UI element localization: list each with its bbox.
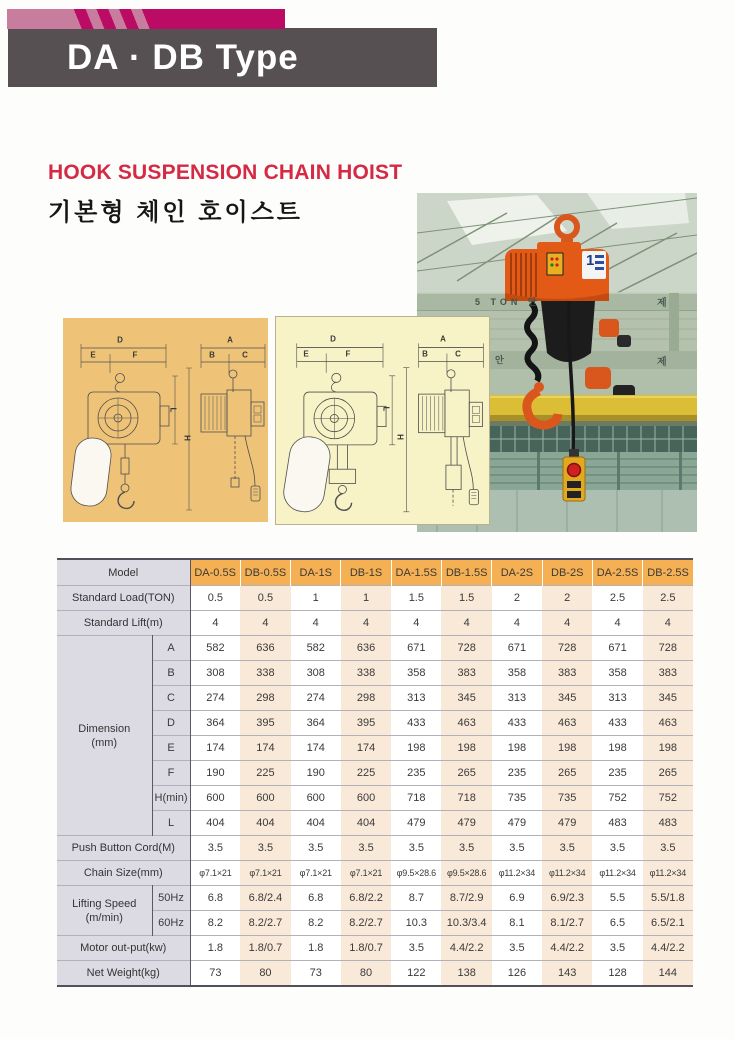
value-cell: 752 [643, 786, 693, 811]
value-cell: 198 [542, 736, 592, 761]
value-cell: 671 [592, 636, 642, 661]
value-cell: 10.3 [391, 911, 441, 936]
value-cell: 4 [542, 611, 592, 636]
value-cell: 358 [492, 661, 542, 686]
model-cell: DA-2S [492, 559, 542, 586]
value-cell: 274 [291, 686, 341, 711]
value-cell: 364 [291, 711, 341, 736]
value-cell: 5.5 [592, 886, 642, 911]
stripe-hatch [71, 9, 153, 29]
value-cell: φ7.1×21 [341, 861, 391, 886]
value-cell: 600 [190, 786, 240, 811]
value-cell: 308 [291, 661, 341, 686]
value-cell: 144 [643, 961, 693, 987]
value-cell: 2 [492, 586, 542, 611]
value-cell: 274 [190, 686, 240, 711]
row-label [57, 886, 152, 936]
sub-row-label: C [152, 686, 190, 711]
row-label: Net Weight(kg) [57, 961, 190, 987]
spec-row [57, 611, 693, 636]
value-cell: 126 [492, 961, 542, 987]
value-cell: 383 [441, 661, 491, 686]
model-header-cell: Model [57, 559, 190, 586]
value-cell: 2.5 [643, 586, 693, 611]
value-cell: 479 [542, 811, 592, 836]
value-cell: 8.1/2.7 [542, 911, 592, 936]
sub-row-label: H(min) [152, 786, 190, 811]
drawing-panel-db [275, 316, 490, 525]
drawing-panel-da [63, 318, 268, 522]
value-cell: 3.5 [391, 836, 441, 861]
value-cell: 3.5 [542, 836, 592, 861]
value-cell: φ7.1×21 [291, 861, 341, 886]
sub-row-label: E [152, 736, 190, 761]
row-label: Standard Lift(m) [57, 611, 190, 636]
spec-row [57, 711, 693, 736]
value-cell: 479 [441, 811, 491, 836]
value-cell: 198 [643, 736, 693, 761]
value-cell: 483 [592, 811, 642, 836]
row-label: Chain Size(mm) [57, 861, 190, 886]
spec-row [57, 636, 693, 661]
spec-row [57, 911, 693, 936]
value-cell: 3.5 [492, 936, 542, 961]
value-cell: φ9.5×28.6 [441, 861, 491, 886]
value-cell: 298 [240, 686, 290, 711]
value-cell: 265 [643, 761, 693, 786]
value-cell: 4.4/2.2 [643, 936, 693, 961]
model-cell: DB-1.5S [441, 559, 491, 586]
value-cell: 383 [643, 661, 693, 686]
value-cell: 235 [391, 761, 441, 786]
value-cell: φ11.2×34 [492, 861, 542, 886]
spec-row [57, 936, 693, 961]
value-cell: 735 [542, 786, 592, 811]
model-cell: DA-1S [291, 559, 341, 586]
da-hoist-line-drawing [63, 318, 268, 522]
value-cell: 174 [190, 736, 240, 761]
value-cell: 122 [391, 961, 441, 987]
value-cell: 235 [492, 761, 542, 786]
value-cell: 3.5 [492, 836, 542, 861]
value-cell: 198 [441, 736, 491, 761]
value-cell: 4.4/2.2 [542, 936, 592, 961]
value-cell: 6.8 [190, 886, 240, 911]
value-cell: 395 [240, 711, 290, 736]
row-label: Standard Load(TON) [57, 586, 190, 611]
model-cell: DA-1.5S [391, 559, 441, 586]
value-cell: 671 [492, 636, 542, 661]
dim-label-h: H [395, 434, 405, 440]
value-cell: 190 [291, 761, 341, 786]
sub-row-label: L [152, 811, 190, 836]
row-label: Motor out-put(kw) [57, 936, 190, 961]
value-cell: 174 [240, 736, 290, 761]
value-cell: 198 [492, 736, 542, 761]
value-cell: 190 [190, 761, 240, 786]
value-cell: 8.7/2.9 [441, 886, 491, 911]
value-cell: 4 [341, 611, 391, 636]
value-cell: 4 [643, 611, 693, 636]
dim-label-c: C [455, 349, 461, 359]
value-cell: 4 [240, 611, 290, 636]
value-cell: 4 [391, 611, 441, 636]
value-cell: 174 [291, 736, 341, 761]
row-label-unit: (mm) [91, 736, 118, 749]
value-cell: 404 [291, 811, 341, 836]
header-stripe-bar [7, 9, 285, 29]
value-cell: 433 [492, 711, 542, 736]
value-cell: 2 [542, 586, 592, 611]
value-cell: 404 [190, 811, 240, 836]
sub-row-label: 50Hz [152, 886, 190, 911]
value-cell: 345 [441, 686, 491, 711]
dim-label-c: C [242, 350, 248, 360]
spec-row [57, 961, 693, 987]
photo-beam2-text: 안 [495, 355, 504, 365]
model-cell: DB-2S [542, 559, 592, 586]
value-cell: 4 [441, 611, 491, 636]
dim-label-d: D [117, 335, 123, 345]
value-cell: 73 [291, 961, 341, 987]
dim-label-e: E [90, 350, 96, 360]
value-cell: 5.5/1.8 [643, 886, 693, 911]
value-cell: 1.8/0.7 [240, 936, 290, 961]
sub-row-label: A [152, 636, 190, 661]
value-cell: 1.5 [391, 586, 441, 611]
value-cell: 265 [542, 761, 592, 786]
value-cell: 3.5 [291, 836, 341, 861]
spec-row [57, 761, 693, 786]
model-cell: DA-2.5S [592, 559, 642, 586]
spec-header-row [57, 559, 693, 586]
value-cell: 338 [240, 661, 290, 686]
value-cell: 265 [441, 761, 491, 786]
row-label-text: Dimension [78, 722, 131, 735]
value-cell: 728 [542, 636, 592, 661]
value-cell: φ11.2×34 [643, 861, 693, 886]
model-cell: DB-2.5S [643, 559, 693, 586]
page-title-bar [8, 28, 437, 87]
page-title: DA · DB Type [67, 37, 299, 77]
photo-wall-text: 제 [657, 298, 667, 309]
value-cell: 6.9/2.3 [542, 886, 592, 911]
value-cell: 728 [441, 636, 491, 661]
value-cell: 1.5 [441, 586, 491, 611]
value-cell: 358 [391, 661, 441, 686]
value-cell: 8.1 [492, 911, 542, 936]
value-cell: 6.5/2.1 [643, 911, 693, 936]
value-cell: 308 [190, 661, 240, 686]
value-cell: 600 [240, 786, 290, 811]
row-label [57, 636, 152, 836]
value-cell: 313 [592, 686, 642, 711]
dim-label-a: A [227, 335, 233, 345]
sub-row-label: F [152, 761, 190, 786]
value-cell: 143 [542, 961, 592, 987]
value-cell: 80 [341, 961, 391, 987]
dim-label-a: A [440, 334, 446, 344]
value-cell: 433 [592, 711, 642, 736]
value-cell: φ11.2×34 [542, 861, 592, 886]
value-cell: 8.7 [391, 886, 441, 911]
section-title-ko: 기본형 체인 호이스트 [48, 199, 303, 226]
value-cell: 636 [341, 636, 391, 661]
value-cell: 3.5 [391, 936, 441, 961]
value-cell: 8.2 [190, 911, 240, 936]
value-cell: 128 [592, 961, 642, 987]
db-hoist-line-drawing [276, 317, 489, 524]
value-cell: 225 [341, 761, 391, 786]
value-cell: 10.3/3.4 [441, 911, 491, 936]
dim-label-b: B [209, 350, 215, 360]
value-cell: 8.2/2.7 [240, 911, 290, 936]
section-title-en: HOOK SUSPENSION CHAIN HOIST [48, 161, 403, 184]
value-cell: 752 [592, 786, 642, 811]
value-cell: 404 [240, 811, 290, 836]
photo-wall2-text: 제 [657, 357, 667, 368]
value-cell: 718 [391, 786, 441, 811]
spec-row [57, 786, 693, 811]
value-cell: 1.8/0.7 [341, 936, 391, 961]
value-cell: 4 [291, 611, 341, 636]
value-cell: 225 [240, 761, 290, 786]
spec-row [57, 886, 693, 911]
stripe-solid [153, 9, 285, 29]
value-cell: 404 [341, 811, 391, 836]
value-cell: 6.8/2.2 [341, 886, 391, 911]
value-cell: 3.5 [643, 836, 693, 861]
value-cell: 3.5 [240, 836, 290, 861]
value-cell: φ11.2×34 [592, 861, 642, 886]
value-cell: 463 [542, 711, 592, 736]
value-cell: 198 [592, 736, 642, 761]
value-cell: 735 [492, 786, 542, 811]
value-cell: 479 [492, 811, 542, 836]
value-cell: 6.8/2.4 [240, 886, 290, 911]
spec-row [57, 661, 693, 686]
value-cell: 1.8 [190, 936, 240, 961]
dim-label-f: F [132, 350, 138, 360]
row-label: Push Button Cord(M) [57, 836, 190, 861]
model-cell: DB-1S [341, 559, 391, 586]
value-cell: φ7.1×21 [190, 861, 240, 886]
dim-label-f: F [345, 349, 351, 359]
value-cell: 600 [291, 786, 341, 811]
value-cell: 345 [643, 686, 693, 711]
value-cell: 73 [190, 961, 240, 987]
dim-label-d: D [330, 334, 336, 344]
dim-label-l: L [168, 407, 178, 413]
value-cell: 463 [441, 711, 491, 736]
value-cell: 298 [341, 686, 391, 711]
stripe-light [7, 9, 71, 29]
value-cell: 3.5 [441, 836, 491, 861]
value-cell: 364 [190, 711, 240, 736]
spec-row [57, 586, 693, 611]
value-cell: φ9.5×28.6 [391, 861, 441, 886]
value-cell: 395 [341, 711, 391, 736]
value-cell: 6.5 [592, 911, 642, 936]
value-cell: 338 [341, 661, 391, 686]
dim-label-e: E [303, 349, 309, 359]
value-cell: 0.5 [190, 586, 240, 611]
value-cell: 4 [190, 611, 240, 636]
value-cell: 728 [643, 636, 693, 661]
value-cell: 718 [441, 786, 491, 811]
photo-beam-text: 5 TON 안 [475, 297, 541, 307]
value-cell: 198 [391, 736, 441, 761]
value-cell: 80 [240, 961, 290, 987]
sub-row-label: D [152, 711, 190, 736]
hoist-capacity-label: 1 [586, 252, 595, 269]
value-cell: 6.9 [492, 886, 542, 911]
value-cell: 463 [643, 711, 693, 736]
spec-table [57, 558, 693, 987]
spec-row [57, 811, 693, 836]
model-cell: DA-0.5S [190, 559, 240, 586]
value-cell: φ7.1×21 [240, 861, 290, 886]
row-label-unit: (m/min) [85, 911, 123, 924]
value-cell: 582 [291, 636, 341, 661]
value-cell: 6.8 [291, 886, 341, 911]
sub-row-label: B [152, 661, 190, 686]
value-cell: 4.4/2.2 [441, 936, 491, 961]
value-cell: 235 [592, 761, 642, 786]
value-cell: 345 [542, 686, 592, 711]
spec-row [57, 836, 693, 861]
value-cell: 3.5 [592, 836, 642, 861]
row-label-text: Lifting Speed [72, 897, 137, 910]
value-cell: 8.2 [291, 911, 341, 936]
value-cell: 8.2/2.7 [341, 911, 391, 936]
sub-row-label: 60Hz [152, 911, 190, 936]
value-cell: 1 [341, 586, 391, 611]
value-cell: 4 [492, 611, 542, 636]
value-cell: 358 [592, 661, 642, 686]
value-cell: 636 [240, 636, 290, 661]
value-cell: 1 [291, 586, 341, 611]
dim-label-b: B [422, 349, 428, 359]
value-cell: 3.5 [190, 836, 240, 861]
value-cell: 671 [391, 636, 441, 661]
value-cell: 582 [190, 636, 240, 661]
value-cell: 138 [441, 961, 491, 987]
value-cell: 600 [341, 786, 391, 811]
value-cell: 383 [542, 661, 592, 686]
value-cell: 1.8 [291, 936, 341, 961]
spec-row [57, 686, 693, 711]
value-cell: 0.5 [240, 586, 290, 611]
value-cell: 3.5 [341, 836, 391, 861]
dim-label-l: L [381, 406, 391, 412]
value-cell: 174 [341, 736, 391, 761]
value-cell: 433 [391, 711, 441, 736]
value-cell: 313 [492, 686, 542, 711]
spec-row [57, 861, 693, 886]
value-cell: 479 [391, 811, 441, 836]
value-cell: 2.5 [592, 586, 642, 611]
value-cell: 4 [592, 611, 642, 636]
model-cell: DB-0.5S [240, 559, 290, 586]
value-cell: 313 [391, 686, 441, 711]
value-cell: 483 [643, 811, 693, 836]
spec-row [57, 736, 693, 761]
dim-label-h: H [182, 435, 192, 441]
value-cell: 3.5 [592, 936, 642, 961]
